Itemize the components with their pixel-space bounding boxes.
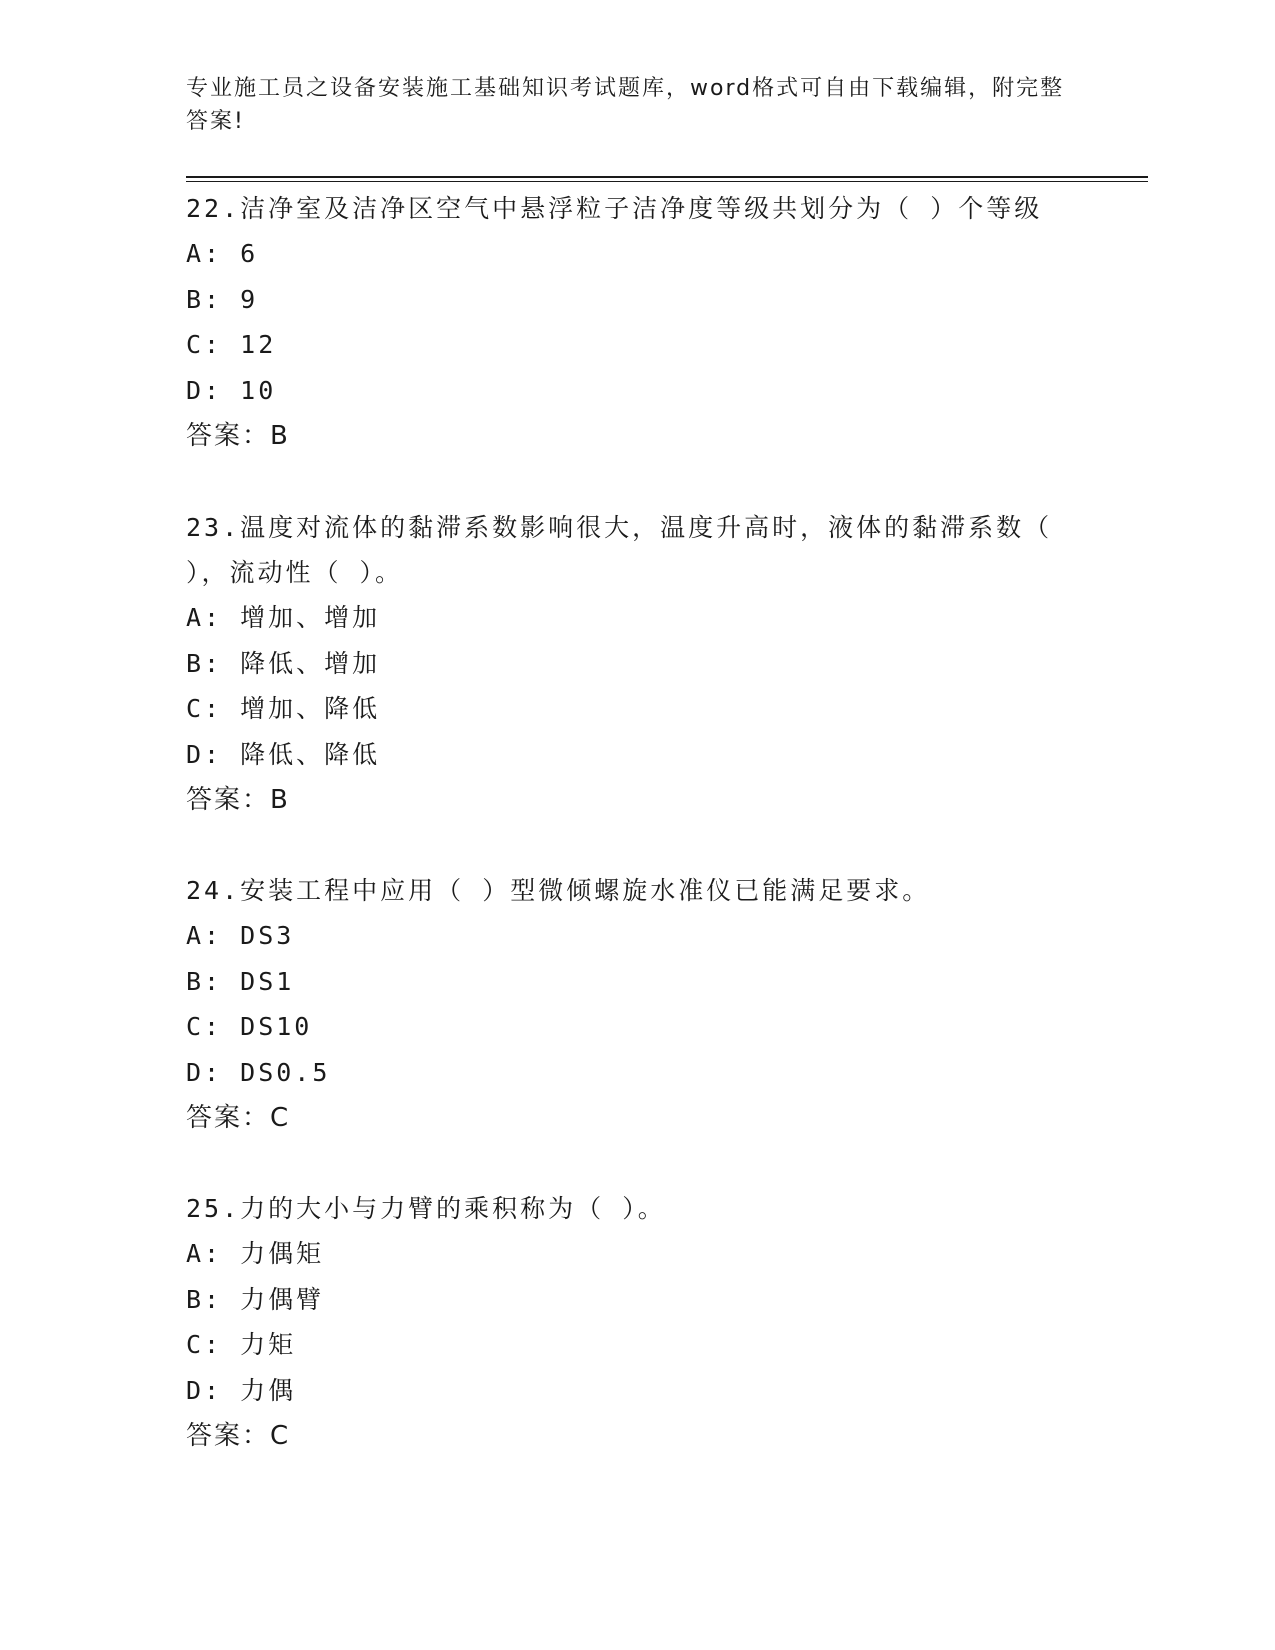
option-b: B: 力偶臂 xyxy=(186,1284,325,1314)
option-d: D: 力偶 xyxy=(186,1375,297,1405)
answer-line: 答案：C xyxy=(186,1421,291,1451)
answer-line: 答案：C xyxy=(186,1103,291,1133)
option-c: C: 12 xyxy=(186,330,277,359)
option-b: B: 降低、增加 xyxy=(186,648,381,678)
document-header: 专业施工员之设备安装施工基础知识考试题库，word格式可自由下载编辑，附完整答案! xyxy=(186,76,1065,134)
question-25 xyxy=(186,1186,1086,1459)
question-stem: 24.安装工程中应用（ ）型微倾螺旋水准仪已能满足要求。 xyxy=(186,876,931,905)
option-c: C: DS10 xyxy=(186,1012,313,1041)
option-d: D: 降低、降低 xyxy=(186,739,381,769)
option-a: A: DS3 xyxy=(186,921,295,950)
option-d: D: DS0.5 xyxy=(186,1057,331,1087)
option-a: A: 增加、增加 xyxy=(186,603,381,632)
header-divider-thin xyxy=(186,181,1148,182)
answer-line: 答案：B xyxy=(186,421,290,451)
option-c: C: 力矩 xyxy=(186,1330,297,1359)
option-a: A: 力偶矩 xyxy=(186,1239,325,1268)
header-divider-thick xyxy=(186,176,1148,178)
option-d: D: 10 xyxy=(186,375,277,405)
question-stem: 25.力的大小与力臂的乘积称为（ ）。 xyxy=(186,1194,666,1223)
question-stem: 23.温度对流体的黏滞系数影响很大，温度升高时，液体的黏滞系数（ ），流动性（ ）。 xyxy=(186,513,1053,587)
question-22 xyxy=(186,186,1086,459)
option-b: B: 9 xyxy=(186,284,259,314)
question-23 xyxy=(186,505,1086,823)
option-a: A: 6 xyxy=(186,239,259,268)
question-stem: 22.洁净室及洁净区空气中悬浮粒子洁净度等级共划分为（ ）个等级 xyxy=(186,194,1043,223)
option-c: C: 增加、降低 xyxy=(186,694,381,723)
option-b: B: DS1 xyxy=(186,966,295,996)
answer-line: 答案：B xyxy=(186,785,290,815)
question-24 xyxy=(186,868,1086,1141)
